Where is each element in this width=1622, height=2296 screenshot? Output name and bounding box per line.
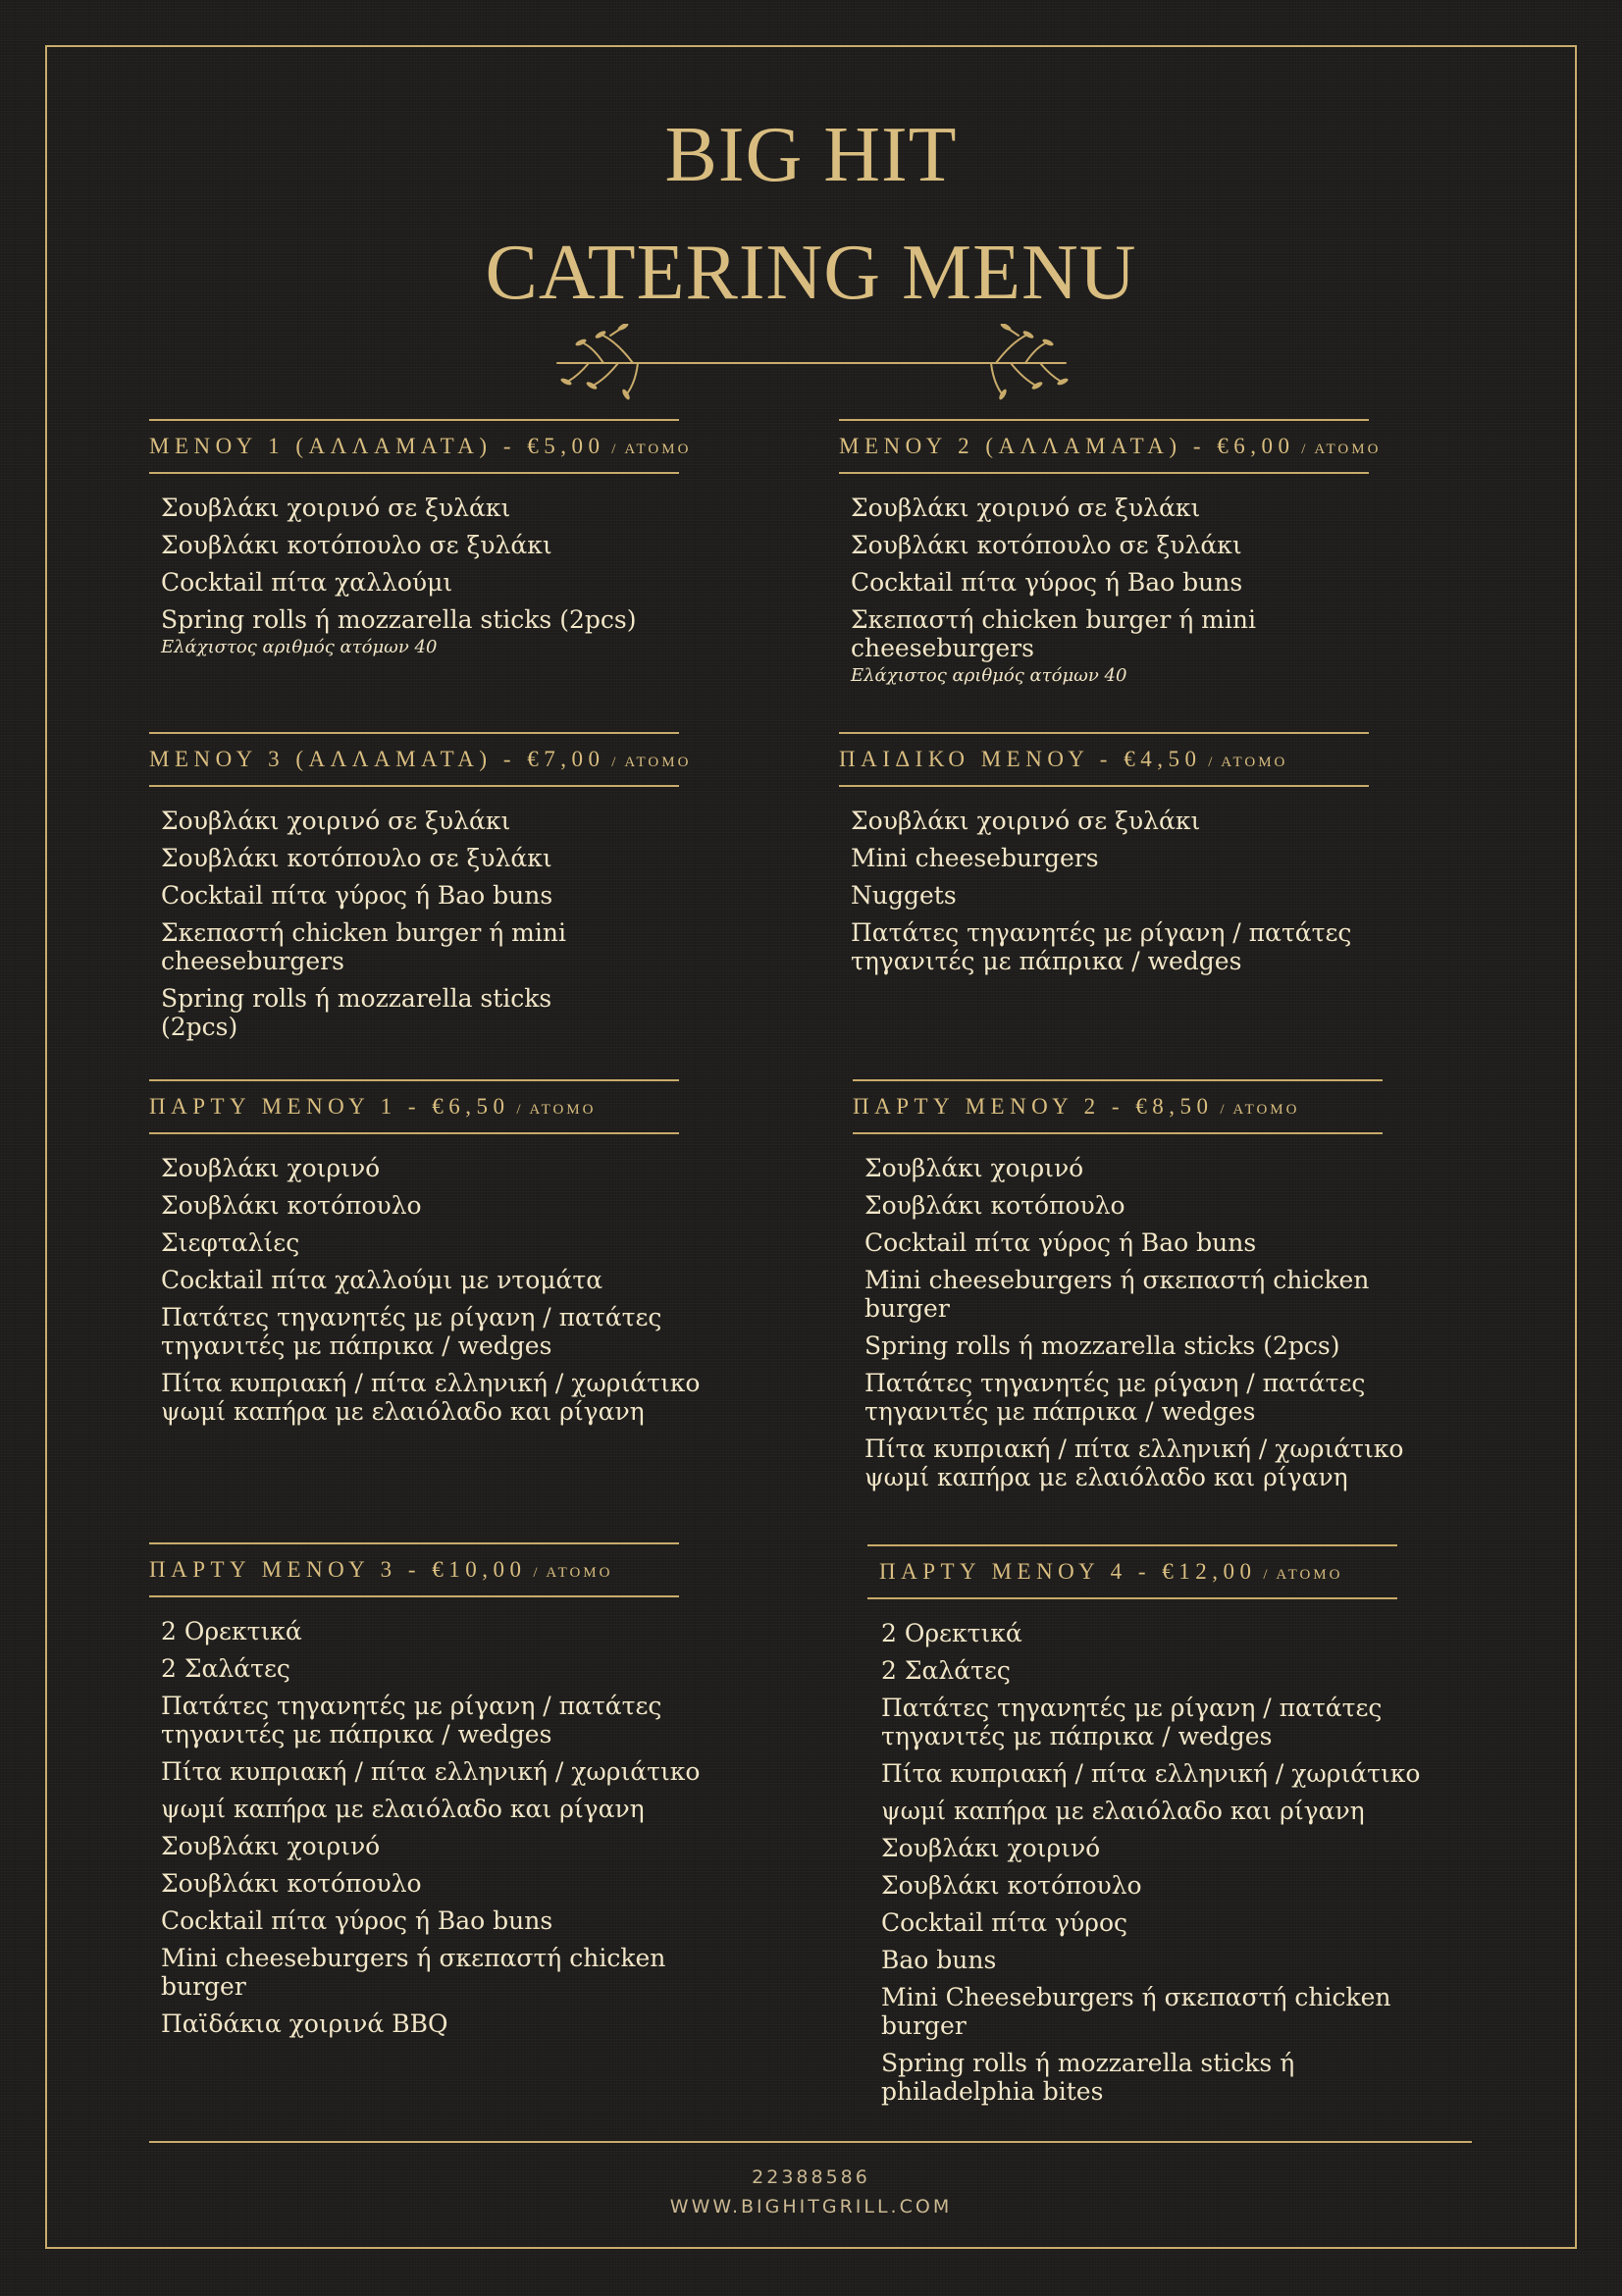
list-item: Σουβλάκι χοιρινό bbox=[864, 1154, 1084, 1182]
list-item: Σουβλάκι χοιρινό σε ξυλάκι bbox=[161, 494, 511, 522]
menu-item-list bbox=[864, 1154, 1434, 1491]
section-rule-bottom bbox=[839, 472, 1369, 474]
list-item: Cocktail πίτα γύρος ή Bao buns bbox=[864, 1228, 1257, 1257]
list-item: Cocktail πίτα γύρος ή Bao buns bbox=[851, 568, 1243, 597]
list-item: Σουβλάκι κοτόπουλο σε ξυλάκι bbox=[851, 531, 1242, 559]
list-item: Mini Cheeseburgers ή σκεπαστή chicken burger bbox=[881, 1983, 1391, 2040]
minimum-guests-note: Ελάχιστος αριθμός ατόμων 40 bbox=[161, 637, 438, 657]
section-title: ΜΕΝΟΥ 3 (ΑΛΛΑΜΑΤΑ) - €7,00 bbox=[149, 747, 605, 771]
menu-section-5 bbox=[149, 1079, 699, 1435]
section-heading bbox=[149, 421, 699, 472]
list-item: Spring rolls ή mozzarella sticks (2pcs) bbox=[161, 984, 552, 1041]
section-heading bbox=[853, 1081, 1402, 1132]
list-item: Σουβλάκι χοιρινό σε ξυλάκι bbox=[851, 807, 1201, 835]
list-item: Mini cheeseburgers ή σκεπαστή chicken burger bbox=[161, 1944, 666, 2001]
list-item: Spring rolls ή mozzarella sticks (2pcs) bbox=[864, 1331, 1340, 1360]
section-unit: / ΑΤΟΜΟ bbox=[526, 1565, 613, 1581]
menu-item-list bbox=[161, 1617, 710, 2038]
menu-section-8 bbox=[867, 1544, 1421, 2114]
section-rule-bottom bbox=[149, 785, 679, 787]
section-unit: / ΑΤΟΜΟ bbox=[604, 755, 692, 770]
menu-section-2 bbox=[839, 419, 1388, 696]
list-item: 2 Σαλάτες bbox=[881, 1656, 1011, 1685]
list-item: Σουβλάκι κοτόπουλο bbox=[881, 1871, 1142, 1900]
menu-section-7 bbox=[149, 1542, 699, 2047]
section-rule-bottom bbox=[149, 1132, 679, 1134]
list-item: Spring rolls ή mozzarella sticks ή philadelphia bites bbox=[881, 2049, 1295, 2106]
menu-section-3 bbox=[149, 732, 699, 1050]
list-item: Σουβλάκι χοιρινό bbox=[161, 1154, 381, 1182]
menu-section-6 bbox=[853, 1079, 1402, 1500]
menu-item-list bbox=[851, 807, 1400, 975]
section-title: ΠΑΙΔΙΚΟ ΜΕΝΟΥ - €4,50 bbox=[839, 747, 1202, 771]
page-title-line2: CATERING MENU bbox=[485, 230, 1137, 316]
section-heading bbox=[149, 1544, 699, 1595]
list-item: Σουβλάκι κοτόπουλο bbox=[161, 1191, 422, 1220]
list-item: ψωμί καπήρα με ελαιόλαδο και ρίγανη bbox=[881, 1797, 1365, 1825]
list-item: Σουβλάκι κοτόπουλο σε ξυλάκι bbox=[161, 531, 552, 559]
list-item: Πίτα κυπριακή / πίτα ελληνική / χωριάτικο bbox=[161, 1757, 701, 1786]
section-heading bbox=[839, 734, 1388, 785]
list-item: Σκεπαστή chicken burger ή mini cheeseburgers bbox=[851, 605, 1256, 662]
list-item: Σουβλάκι χοιρινό bbox=[161, 1832, 381, 1860]
minimum-guests-note: Ελάχιστος αριθμός ατόμων 40 bbox=[851, 665, 1127, 686]
list-item: Πίτα κυπριακή / πίτα ελληνική / χωριάτικο ψωμί καπήρα με ελαιόλαδο και ρίγανη bbox=[864, 1435, 1404, 1491]
list-item: Σουβλάκι χοιρινό bbox=[881, 1834, 1101, 1862]
list-item: Cocktail πίτα γύρος bbox=[881, 1908, 1128, 1937]
page-title-line1: BIG HIT bbox=[664, 112, 958, 198]
list-item: Σουβλάκι κοτόπουλο σε ξυλάκι bbox=[161, 844, 552, 872]
list-item: Spring rolls ή mozzarella sticks (2pcs) bbox=[161, 605, 637, 634]
menu-item-list bbox=[161, 494, 710, 658]
menu-section-4 bbox=[839, 732, 1388, 984]
section-unit: / ΑΤΟΜΟ bbox=[604, 442, 692, 457]
section-heading bbox=[149, 734, 699, 785]
section-heading bbox=[867, 1546, 1417, 1597]
footer-rule bbox=[149, 2141, 1472, 2143]
list-item: Πατάτες τηγανητές με ρίγανη / πατάτες τηγανιτές με πάπρικα / wedges bbox=[161, 1692, 662, 1748]
menu-item-list bbox=[881, 1619, 1450, 2106]
list-item: Πατάτες τηγανητές με ρίγανη / πατάτες τηγανιτές με πάπρικα / wedges bbox=[851, 918, 1352, 975]
section-title: ΠΑΡΤΥ ΜΕΝΟΥ 3 - €10,00 bbox=[149, 1557, 527, 1582]
section-rule-bottom bbox=[149, 472, 679, 474]
list-item: Σκεπαστή chicken burger ή mini cheeseburgers bbox=[161, 918, 566, 975]
section-heading bbox=[839, 421, 1388, 472]
section-rule-bottom bbox=[149, 1595, 679, 1597]
section-title: ΠΑΡΤΥ ΜΕΝΟΥ 2 - €8,50 bbox=[853, 1094, 1214, 1119]
section-rule-bottom bbox=[839, 785, 1369, 787]
list-item: Bao buns bbox=[881, 1946, 997, 1974]
list-item: Nuggets bbox=[851, 881, 957, 910]
phone-number[interactable]: 22388586 bbox=[752, 2166, 870, 2188]
website-link[interactable]: WWW.BIGHITGRILL.COM bbox=[669, 2196, 953, 2218]
menu-item-list bbox=[161, 1154, 730, 1426]
section-unit: / ΑΤΟΜΟ bbox=[1256, 1567, 1343, 1583]
list-item: 2 Ορεκτικά bbox=[881, 1619, 1022, 1647]
list-item: Πίτα κυπριακή / πίτα ελληνική / χωριάτικο ψωμί καπήρα με ελαιόλαδο και ρίγανη bbox=[161, 1369, 701, 1426]
list-item: Cocktail πίτα γύρος ή Bao buns bbox=[161, 1906, 553, 1935]
list-item: ψωμί καπήρα με ελαιόλαδο και ρίγανη bbox=[161, 1795, 645, 1823]
list-item: Πίτα κυπριακή / πίτα ελληνική / χωριάτικο bbox=[881, 1759, 1421, 1788]
list-item: Πατάτες τηγανητές με ρίγανη / πατάτες τηγανιτές με πάπρικα / wedges bbox=[864, 1369, 1366, 1426]
section-title: ΠΑΡΤΥ ΜΕΝΟΥ 1 - €6,50 bbox=[149, 1094, 510, 1119]
list-item: Πατάτες τηγανητές με ρίγανη / πατάτες τηγανιτές με πάπρικα / wedges bbox=[161, 1303, 662, 1360]
list-item: Παϊδάκια χοιρινά BBQ bbox=[161, 2009, 448, 2038]
section-heading bbox=[149, 1081, 699, 1132]
list-item: Cocktail πίτα χαλλούμι με ντομάτα bbox=[161, 1266, 603, 1294]
list-item: 2 Σαλάτες bbox=[161, 1654, 290, 1683]
section-title: ΠΑΡΤΥ ΜΕΝΟΥ 4 - €12,00 bbox=[879, 1559, 1257, 1584]
list-item: Cocktail πίτα γύρος ή Bao buns bbox=[161, 881, 553, 910]
list-item: Σουβλάκι κοτόπουλο bbox=[161, 1869, 422, 1898]
list-item: Σουβλάκι κοτόπουλο bbox=[864, 1191, 1125, 1220]
menu-item-list bbox=[161, 807, 622, 1041]
section-rule-bottom bbox=[867, 1597, 1397, 1599]
menu-section-1 bbox=[149, 419, 699, 667]
list-item: 2 Ορεκτικά bbox=[161, 1617, 302, 1645]
section-unit: / ΑΤΟΜΟ bbox=[1201, 755, 1288, 770]
list-item: Πατάτες τηγανητές με ρίγανη / πατάτες τηγανιτές με πάπρικα / wedges bbox=[881, 1694, 1383, 1750]
list-item: Cocktail πίτα χαλλούμι bbox=[161, 568, 453, 597]
leaf-branch-divider-icon bbox=[549, 324, 1073, 402]
section-rule-bottom bbox=[853, 1132, 1383, 1134]
list-item: Σιεφταλίες bbox=[161, 1228, 300, 1257]
list-item: Σουβλάκι χοιρινό σε ξυλάκι bbox=[161, 807, 511, 835]
menu-item-list bbox=[851, 494, 1282, 687]
list-item: Mini cheeseburgers bbox=[851, 844, 1099, 872]
section-unit: / ΑΤΟΜΟ bbox=[509, 1102, 597, 1118]
section-title: ΜΕΝΟΥ 2 (ΑΛΛΑΜΑΤΑ) - €6,00 bbox=[839, 434, 1295, 458]
list-item: Mini cheeseburgers ή σκεπαστή chicken burger bbox=[864, 1266, 1370, 1323]
section-unit: / ΑΤΟΜΟ bbox=[1213, 1102, 1300, 1118]
section-unit: / ΑΤΟΜΟ bbox=[1294, 442, 1382, 457]
section-title: ΜΕΝΟΥ 1 (ΑΛΛΑΜΑΤΑ) - €5,00 bbox=[149, 434, 605, 458]
list-item: Σουβλάκι χοιρινό σε ξυλάκι bbox=[851, 494, 1201, 522]
